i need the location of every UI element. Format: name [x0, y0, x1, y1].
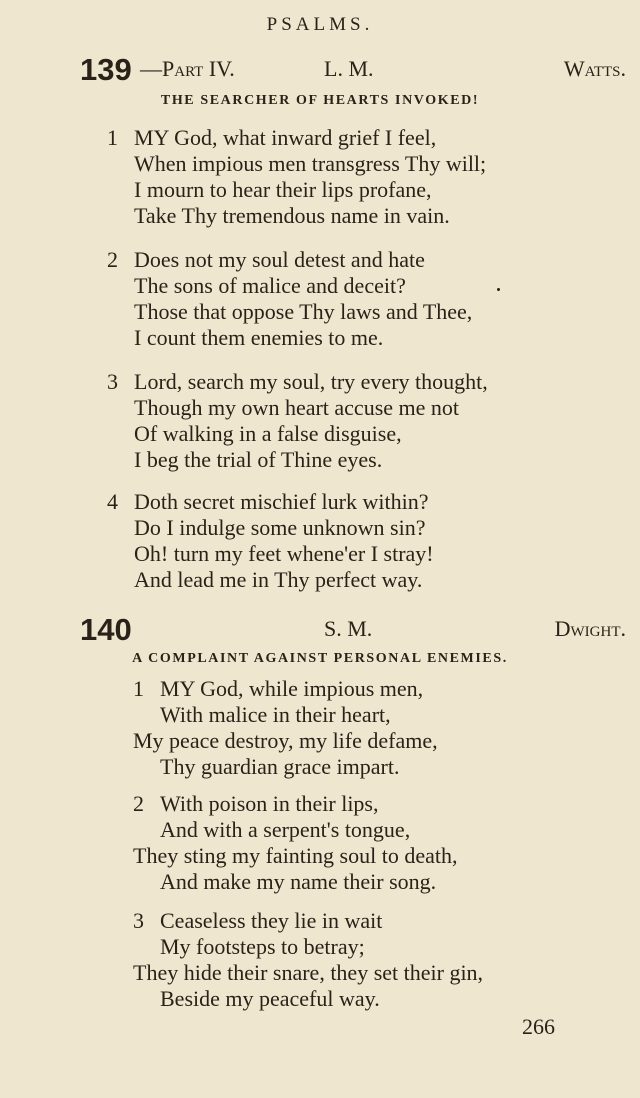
- hymn-139-header: [0, 52, 640, 92]
- verse-line: They sting my fainting soul to death,: [133, 843, 458, 868]
- verse-line: And lead me in Thy perfect way.: [134, 567, 423, 592]
- verse-line: I beg the trial of Thine eyes.: [134, 447, 383, 472]
- verse-line: Lord, search my soul, try every thought,: [134, 369, 488, 394]
- hymn-subtitle: THE SEARCHER OF HEARTS INVOKED!: [160, 93, 480, 108]
- meter-label: L. M.: [324, 56, 374, 81]
- hymn-number: 140: [80, 612, 132, 647]
- meter-label: S. M.: [324, 616, 373, 641]
- ink-speck: [497, 288, 500, 291]
- part-label: —Part IV.: [140, 56, 235, 81]
- verse-line: With malice in their heart,: [160, 702, 391, 727]
- verse-line: Though my own heart accuse me not: [134, 395, 460, 420]
- verse-number: 1: [133, 676, 144, 701]
- verse-number: 1: [107, 125, 118, 150]
- verse-line: Doth secret mischief lurk within?: [134, 489, 429, 514]
- verse-line: My peace destroy, my life defame,: [133, 728, 438, 753]
- verse-line: Those that oppose Thy laws and Thee,: [134, 299, 473, 324]
- verse-line: Beside my peaceful way.: [160, 986, 380, 1011]
- verse-number: 4: [107, 489, 118, 514]
- author-name: Watts.: [563, 56, 626, 81]
- verse-number: 3: [133, 908, 144, 933]
- hymn-number: 139: [80, 52, 132, 87]
- verse-line: And make my name their song.: [160, 869, 437, 894]
- verse-line: Do I indulge some unknown sin?: [134, 515, 426, 540]
- author-name: Dwight.: [554, 616, 626, 641]
- verse-number: 3: [107, 369, 118, 394]
- verse-line: Ceaseless they lie in wait: [160, 908, 383, 933]
- verse-line: And with a serpent's tongue,: [160, 817, 411, 842]
- hymn-subtitle: A COMPLAINT AGAINST PERSONAL ENEMIES.: [132, 651, 508, 666]
- verse-line: MY God, while impious men,: [160, 676, 424, 701]
- verse-line: Thy guardian grace impart.: [160, 754, 400, 779]
- verse-line: The sons of malice and deceit?: [134, 273, 406, 298]
- hymn-140-header: [0, 612, 640, 652]
- page-number: 266: [522, 1014, 555, 1039]
- verse-line: MY God, what inward grief I feel,: [134, 125, 437, 150]
- verse-line: Take Thy tremendous name in vain.: [134, 203, 450, 228]
- verse-line: Does not my soul detest and hate: [134, 247, 425, 272]
- verse-line: My footsteps to betray;: [160, 934, 365, 959]
- verse-line: I count them enemies to me.: [134, 325, 384, 350]
- verse-line: They hide their snare, they set their gin,: [133, 960, 484, 985]
- verse-number: 2: [133, 791, 144, 816]
- verse-line: With poison in their lips,: [160, 791, 379, 816]
- verse-line: Of walking in a false disguise,: [134, 421, 402, 446]
- verse-line: When impious men transgress Thy will;: [134, 151, 487, 176]
- verse-line: I mourn to hear their lips profane,: [134, 177, 432, 202]
- running-head: PSALMS.: [266, 14, 374, 35]
- verse-number: 2: [107, 247, 118, 272]
- verse-line: Oh! turn my feet whene'er I stray!: [134, 541, 434, 566]
